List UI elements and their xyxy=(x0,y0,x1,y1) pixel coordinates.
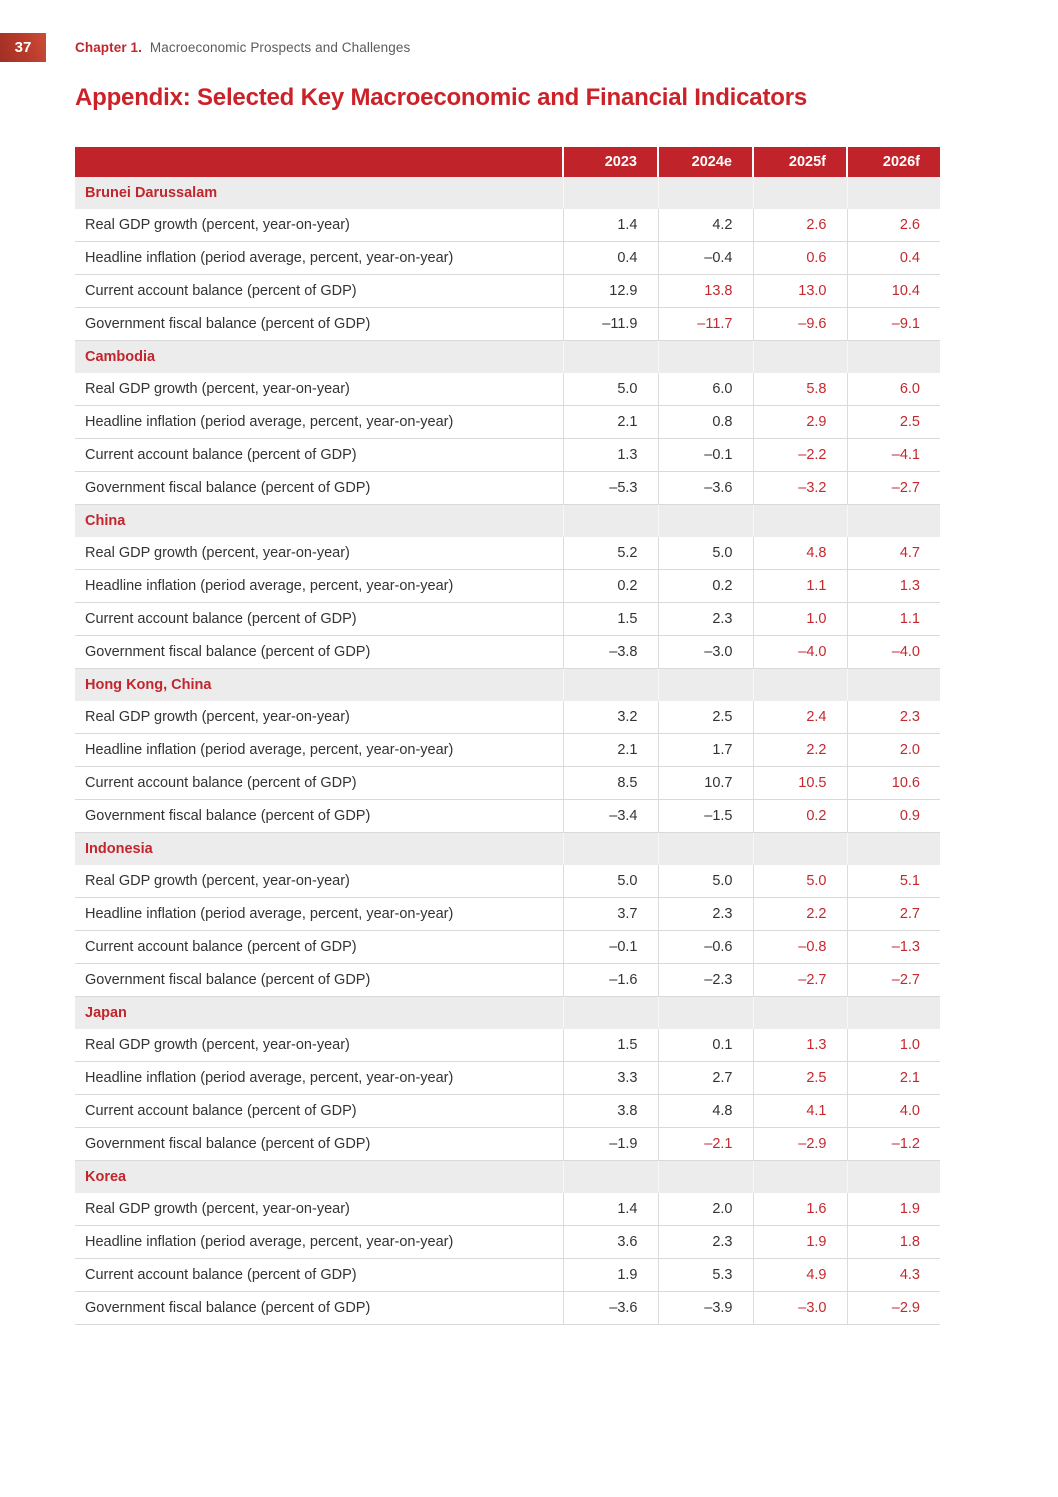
value-cell: –4.0 xyxy=(847,636,940,669)
value-cell: –1.6 xyxy=(563,964,658,997)
indicator-label: Government fiscal balance (percent of GDP) xyxy=(75,636,563,669)
indicator-row xyxy=(75,1095,940,1128)
country-section-cell xyxy=(658,669,753,702)
value-cell: 12.9 xyxy=(563,275,658,308)
indicator-row xyxy=(75,701,940,734)
indicator-row xyxy=(75,439,940,472)
value-cell: 2.5 xyxy=(753,1062,847,1095)
indicator-row xyxy=(75,406,940,439)
value-cell: 6.0 xyxy=(658,373,753,406)
value-cell: 2.1 xyxy=(847,1062,940,1095)
value-cell: 2.3 xyxy=(847,701,940,734)
indicator-label: Headline inflation (period average, percent, year-on-year) xyxy=(75,1226,563,1259)
value-cell: 1.3 xyxy=(563,439,658,472)
indicator-row xyxy=(75,1193,940,1226)
country-section-row xyxy=(75,1161,940,1194)
country-section-cell xyxy=(847,833,940,866)
indicator-row xyxy=(75,242,940,275)
value-cell: 1.9 xyxy=(753,1226,847,1259)
table-body xyxy=(75,177,940,1325)
country-section-cell xyxy=(753,505,847,538)
value-cell: –3.6 xyxy=(563,1292,658,1325)
country-name: Korea xyxy=(75,1161,563,1194)
value-cell: 0.2 xyxy=(563,570,658,603)
indicator-label: Government fiscal balance (percent of GDP) xyxy=(75,472,563,505)
country-section-cell xyxy=(563,997,658,1030)
value-cell: –1.3 xyxy=(847,931,940,964)
country-section-row xyxy=(75,997,940,1030)
indicator-label: Government fiscal balance (percent of GDP) xyxy=(75,308,563,341)
country-name: Japan xyxy=(75,997,563,1030)
country-section-cell xyxy=(563,505,658,538)
value-cell: 5.2 xyxy=(563,537,658,570)
running-head xyxy=(0,33,410,62)
value-cell: –1.2 xyxy=(847,1128,940,1161)
value-cell: –0.4 xyxy=(658,242,753,275)
indicator-label: Headline inflation (period average, percent, year-on-year) xyxy=(75,242,563,275)
value-cell: 4.0 xyxy=(847,1095,940,1128)
indicators-table-wrap xyxy=(75,147,940,1325)
corner-cell xyxy=(75,147,563,177)
value-cell: 3.7 xyxy=(563,898,658,931)
country-section-row xyxy=(75,341,940,374)
value-cell: 2.0 xyxy=(658,1193,753,1226)
year-column-header: 2025f xyxy=(753,147,847,177)
value-cell: 5.8 xyxy=(753,373,847,406)
value-cell: 1.3 xyxy=(753,1029,847,1062)
value-cell: –3.9 xyxy=(658,1292,753,1325)
value-cell: –2.7 xyxy=(753,964,847,997)
indicator-label: Real GDP growth (percent, year-on-year) xyxy=(75,1029,563,1062)
value-cell: 1.5 xyxy=(563,603,658,636)
value-cell: 2.7 xyxy=(847,898,940,931)
indicator-row xyxy=(75,1029,940,1062)
value-cell: 2.9 xyxy=(753,406,847,439)
value-cell: –1.9 xyxy=(563,1128,658,1161)
indicator-row xyxy=(75,931,940,964)
indicator-label: Real GDP growth (percent, year-on-year) xyxy=(75,1193,563,1226)
value-cell: –3.4 xyxy=(563,800,658,833)
value-cell: 2.5 xyxy=(658,701,753,734)
indicator-label: Real GDP growth (percent, year-on-year) xyxy=(75,865,563,898)
value-cell: 2.6 xyxy=(753,209,847,242)
indicator-row xyxy=(75,767,940,800)
value-cell: –2.2 xyxy=(753,439,847,472)
value-cell: 2.7 xyxy=(658,1062,753,1095)
value-cell: 1.8 xyxy=(847,1226,940,1259)
country-section-cell xyxy=(658,1161,753,1194)
country-section-cell xyxy=(847,341,940,374)
value-cell: 1.9 xyxy=(847,1193,940,1226)
indicator-row xyxy=(75,1128,940,1161)
value-cell: –9.1 xyxy=(847,308,940,341)
country-section-cell xyxy=(847,505,940,538)
indicator-row xyxy=(75,373,940,406)
indicator-label: Real GDP growth (percent, year-on-year) xyxy=(75,373,563,406)
indicator-row xyxy=(75,308,940,341)
value-cell: –1.5 xyxy=(658,800,753,833)
indicator-row xyxy=(75,570,940,603)
value-cell: 10.4 xyxy=(847,275,940,308)
value-cell: –3.2 xyxy=(753,472,847,505)
value-cell: –4.0 xyxy=(753,636,847,669)
value-cell: 1.0 xyxy=(847,1029,940,1062)
country-section-cell xyxy=(753,177,847,209)
country-section-row xyxy=(75,177,940,209)
country-section-row xyxy=(75,833,940,866)
value-cell: 0.2 xyxy=(658,570,753,603)
indicator-row xyxy=(75,1226,940,1259)
country-section-cell xyxy=(658,833,753,866)
indicator-row xyxy=(75,1259,940,1292)
indicator-row xyxy=(75,537,940,570)
value-cell: 0.8 xyxy=(658,406,753,439)
chapter-label: Chapter 1. xyxy=(75,40,143,55)
indicator-label: Headline inflation (period average, percent, year-on-year) xyxy=(75,898,563,931)
value-cell: 5.1 xyxy=(847,865,940,898)
value-cell: 4.9 xyxy=(753,1259,847,1292)
indicator-label: Real GDP growth (percent, year-on-year) xyxy=(75,209,563,242)
value-cell: 5.3 xyxy=(658,1259,753,1292)
page-number: 37 xyxy=(14,39,32,56)
table-header-row xyxy=(75,147,940,177)
value-cell: –0.1 xyxy=(658,439,753,472)
indicator-row xyxy=(75,636,940,669)
value-cell: –3.0 xyxy=(658,636,753,669)
value-cell: 1.1 xyxy=(753,570,847,603)
country-section-cell xyxy=(753,997,847,1030)
country-section-cell xyxy=(563,341,658,374)
value-cell: –3.6 xyxy=(658,472,753,505)
page-number-badge xyxy=(0,33,46,62)
value-cell: 2.0 xyxy=(847,734,940,767)
value-cell: 5.0 xyxy=(563,373,658,406)
indicator-row xyxy=(75,603,940,636)
country-name: Cambodia xyxy=(75,341,563,374)
value-cell: 2.2 xyxy=(753,734,847,767)
value-cell: –3.8 xyxy=(563,636,658,669)
value-cell: 5.0 xyxy=(658,537,753,570)
value-cell: –2.9 xyxy=(753,1128,847,1161)
indicator-label: Government fiscal balance (percent of GDP) xyxy=(75,1292,563,1325)
country-section-cell xyxy=(658,341,753,374)
country-section-row xyxy=(75,669,940,702)
value-cell: 1.6 xyxy=(753,1193,847,1226)
indicator-row xyxy=(75,275,940,308)
indicator-label: Current account balance (percent of GDP) xyxy=(75,1259,563,1292)
country-name: Indonesia xyxy=(75,833,563,866)
value-cell: 10.7 xyxy=(658,767,753,800)
country-name: Hong Kong, China xyxy=(75,669,563,702)
country-section-cell xyxy=(847,997,940,1030)
value-cell: –2.1 xyxy=(658,1128,753,1161)
value-cell: –2.3 xyxy=(658,964,753,997)
chapter-title: Macroeconomic Prospects and Challenges xyxy=(149,40,411,55)
indicator-row xyxy=(75,865,940,898)
value-cell: 4.8 xyxy=(658,1095,753,1128)
indicator-label: Current account balance (percent of GDP) xyxy=(75,767,563,800)
value-cell: –2.9 xyxy=(847,1292,940,1325)
value-cell: 0.2 xyxy=(753,800,847,833)
indicator-label: Government fiscal balance (percent of GDP) xyxy=(75,800,563,833)
value-cell: 3.8 xyxy=(563,1095,658,1128)
indicator-label: Headline inflation (period average, percent, year-on-year) xyxy=(75,406,563,439)
indicator-row xyxy=(75,1062,940,1095)
indicator-label: Government fiscal balance (percent of GDP) xyxy=(75,964,563,997)
value-cell: –11.7 xyxy=(658,308,753,341)
value-cell: 2.3 xyxy=(658,1226,753,1259)
value-cell: –4.1 xyxy=(847,439,940,472)
value-cell: –3.0 xyxy=(753,1292,847,1325)
indicator-label: Government fiscal balance (percent of GDP) xyxy=(75,1128,563,1161)
value-cell: 1.0 xyxy=(753,603,847,636)
value-cell: 1.1 xyxy=(847,603,940,636)
indicator-row xyxy=(75,472,940,505)
country-section-cell xyxy=(658,177,753,209)
country-name: Brunei Darussalam xyxy=(75,177,563,209)
indicator-row xyxy=(75,209,940,242)
value-cell: –0.1 xyxy=(563,931,658,964)
indicator-row xyxy=(75,1292,940,1325)
country-section-cell xyxy=(563,833,658,866)
value-cell: 1.4 xyxy=(563,1193,658,1226)
value-cell: –2.7 xyxy=(847,964,940,997)
year-column-header: 2023 xyxy=(563,147,658,177)
country-section-row xyxy=(75,505,940,538)
value-cell: –5.3 xyxy=(563,472,658,505)
country-section-cell xyxy=(658,505,753,538)
indicator-label: Current account balance (percent of GDP) xyxy=(75,439,563,472)
value-cell: 0.4 xyxy=(563,242,658,275)
value-cell: –11.9 xyxy=(563,308,658,341)
value-cell: 4.7 xyxy=(847,537,940,570)
value-cell: 3.2 xyxy=(563,701,658,734)
value-cell: 3.6 xyxy=(563,1226,658,1259)
country-section-cell xyxy=(753,833,847,866)
value-cell: 13.8 xyxy=(658,275,753,308)
indicator-row xyxy=(75,734,940,767)
value-cell: –9.6 xyxy=(753,308,847,341)
value-cell: 10.6 xyxy=(847,767,940,800)
value-cell: 4.2 xyxy=(658,209,753,242)
indicator-label: Headline inflation (period average, percent, year-on-year) xyxy=(75,1062,563,1095)
country-name: China xyxy=(75,505,563,538)
value-cell: 2.6 xyxy=(847,209,940,242)
indicator-label: Real GDP growth (percent, year-on-year) xyxy=(75,701,563,734)
indicator-row xyxy=(75,898,940,931)
year-column-header: 2026f xyxy=(847,147,940,177)
indicator-label: Current account balance (percent of GDP) xyxy=(75,603,563,636)
country-section-cell xyxy=(563,1161,658,1194)
value-cell: 0.9 xyxy=(847,800,940,833)
value-cell: 2.4 xyxy=(753,701,847,734)
value-cell: 1.5 xyxy=(563,1029,658,1062)
indicator-label: Current account balance (percent of GDP) xyxy=(75,931,563,964)
indicator-row xyxy=(75,800,940,833)
indicator-label: Current account balance (percent of GDP) xyxy=(75,275,563,308)
page-title: Appendix: Selected Key Macroeconomic and Financial Indicators xyxy=(75,84,807,111)
value-cell: 13.0 xyxy=(753,275,847,308)
value-cell: 1.9 xyxy=(563,1259,658,1292)
value-cell: 3.3 xyxy=(563,1062,658,1095)
indicators-table xyxy=(75,147,940,1325)
country-section-cell xyxy=(847,177,940,209)
value-cell: 0.4 xyxy=(847,242,940,275)
country-section-cell xyxy=(563,177,658,209)
indicator-label: Headline inflation (period average, percent, year-on-year) xyxy=(75,570,563,603)
value-cell: 2.3 xyxy=(658,898,753,931)
value-cell: 6.0 xyxy=(847,373,940,406)
value-cell: 2.1 xyxy=(563,734,658,767)
year-column-header: 2024e xyxy=(658,147,753,177)
value-cell: 2.2 xyxy=(753,898,847,931)
value-cell: 1.7 xyxy=(658,734,753,767)
chapter-line xyxy=(75,40,410,55)
country-section-cell xyxy=(753,341,847,374)
value-cell: 2.1 xyxy=(563,406,658,439)
value-cell: 1.4 xyxy=(563,209,658,242)
value-cell: –0.6 xyxy=(658,931,753,964)
value-cell: 5.0 xyxy=(563,865,658,898)
value-cell: 4.8 xyxy=(753,537,847,570)
value-cell: 4.1 xyxy=(753,1095,847,1128)
value-cell: 0.6 xyxy=(753,242,847,275)
country-section-cell xyxy=(753,669,847,702)
value-cell: –2.7 xyxy=(847,472,940,505)
country-section-cell xyxy=(847,1161,940,1194)
country-section-cell xyxy=(847,669,940,702)
country-section-cell xyxy=(658,997,753,1030)
value-cell: 2.5 xyxy=(847,406,940,439)
country-section-cell xyxy=(563,669,658,702)
value-cell: 0.1 xyxy=(658,1029,753,1062)
value-cell: 4.3 xyxy=(847,1259,940,1292)
indicator-label: Headline inflation (period average, percent, year-on-year) xyxy=(75,734,563,767)
value-cell: 5.0 xyxy=(753,865,847,898)
value-cell: 8.5 xyxy=(563,767,658,800)
value-cell: 2.3 xyxy=(658,603,753,636)
country-section-cell xyxy=(753,1161,847,1194)
indicator-label: Real GDP growth (percent, year-on-year) xyxy=(75,537,563,570)
value-cell: 5.0 xyxy=(658,865,753,898)
indicator-label: Current account balance (percent of GDP) xyxy=(75,1095,563,1128)
indicator-row xyxy=(75,964,940,997)
value-cell: 10.5 xyxy=(753,767,847,800)
value-cell: –0.8 xyxy=(753,931,847,964)
value-cell: 1.3 xyxy=(847,570,940,603)
